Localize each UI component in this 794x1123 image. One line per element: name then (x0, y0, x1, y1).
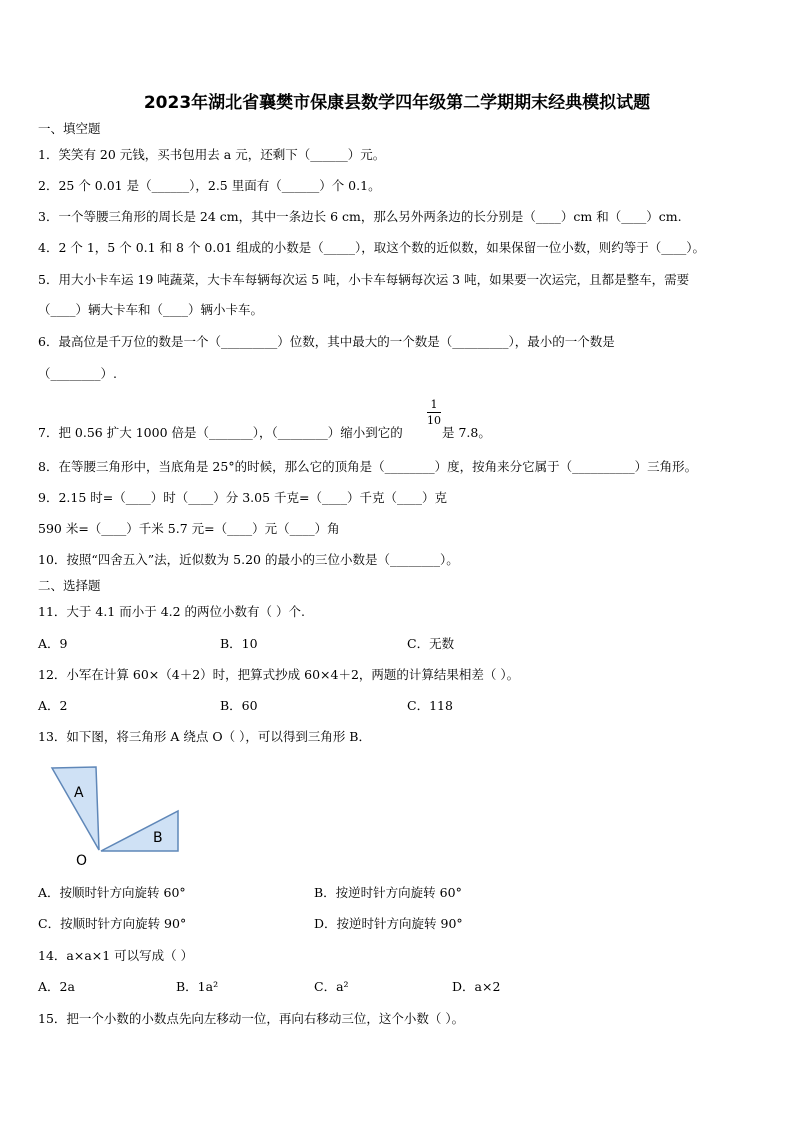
question-10: 10．按照“四舍五入”法，近似数为 5.20 的最小的三位小数是（________）。 (38, 552, 459, 567)
question-9-line-1: 9．2.15 时=（____）时（____）分 3.05 千克=（____）千克（____）克 (38, 490, 447, 505)
section-heading-choice: 二、选择题 (38, 578, 101, 593)
triangle-a (52, 767, 99, 850)
q13-option-c: C．按顺时针方向旋转 90° (38, 916, 187, 931)
page-title: 2023年湖北省襄樊市保康县数学四年级第二学期期末经典模拟试题 (143, 93, 651, 113)
q12-option-b: B．60 (220, 698, 258, 713)
section-heading-fill-blank: 一、填空题 (38, 121, 101, 136)
rotation-figure (40, 760, 190, 872)
fraction-numerator: 1 (430, 398, 438, 411)
question-7-right: 是 7.8。 (442, 425, 491, 440)
q11-option-c: C．无数 (407, 636, 455, 651)
q14-option-d: D．a×2 (452, 979, 501, 994)
question-2: 2．25 个 0.01 是（______），2.5 里面有（______）个 0.1。 (38, 178, 381, 193)
fraction-denominator: 10 (427, 414, 441, 427)
question-6-line-2: （________）. (38, 366, 117, 381)
question-4: 4．2 个 1，5 个 0.1 和 8 个 0.01 组成的小数是（_____），取这个数的近似数，如果保留一位小数，则约等于（____）。 (38, 240, 705, 255)
question-9-line-2: 590 米=（____）千米 5.7 元=（____）元（____）角 (38, 521, 340, 536)
q13-option-d: D．按逆时针方向旋转 90° (314, 916, 463, 931)
question-12: 12．小军在计算 60×（4＋2）时，把算式抄成 60×4＋2，两题的计算结果相差（ ）。 (38, 667, 520, 682)
label-o: O (76, 853, 88, 869)
question-1: 1．笑笑有 20 元钱，买书包用去 a 元，还剩下（______）元。 (38, 147, 386, 162)
q14-option-a: A．2a (38, 979, 75, 994)
question-15: 15．把一个小数的小数点先向左移动一位，再向右移动三位，这个小数（ ）。 (38, 1011, 465, 1026)
question-5-line-2: （____）辆大卡车和（____）辆小卡车。 (38, 302, 264, 317)
q14-option-b: B．1a² (176, 979, 219, 994)
q12-option-a: A．2 (38, 698, 68, 713)
q11-option-a: A．9 (38, 636, 68, 651)
q14-option-c: C．a² (314, 979, 349, 994)
q11-option-b: B．10 (220, 636, 258, 651)
question-6-line-1: 6．最高位是千万位的数是一个（_________）位数，其中最大的一个数是（_________），最小的一个数是 (38, 334, 615, 349)
q13-option-a: A．按顺时针方向旋转 60° (38, 885, 186, 900)
q12-option-c: C．118 (407, 698, 453, 713)
label-b: B (153, 830, 163, 846)
fraction-one-tenth (427, 398, 441, 427)
triangle-b (101, 811, 178, 851)
question-14: 14．a×a×1 可以写成（ ） (38, 948, 194, 963)
question-5-line-1: 5．用大小卡车运 19 吨蔬菜，大卡车每辆每次运 5 吨，小卡车每辆每次运 3 吨，如果要一次运完，且都是整车，需要 (38, 272, 690, 287)
question-13: 13．如下图，将三角形 A 绕点 O（ ），可以得到三角形 B． (38, 729, 371, 744)
question-7-left: 7．把 0.56 扩大 1000 倍是（_______），（________）缩小到它的 (38, 425, 403, 440)
label-a: A (74, 785, 84, 801)
question-11: 11．大于 4.1 而小于 4.2 的两位小数有（ ）个. (38, 604, 306, 619)
q13-option-b: B．按逆时针方向旋转 60° (314, 885, 462, 900)
question-3: 3．一个等腰三角形的周长是 24 cm，其中一条边长 6 cm，那么另外两条边的长分别是（____）cm 和（____）cm. (38, 209, 682, 224)
question-8: 8．在等腰三角形中，当底角是 25°的时候，那么它的顶角是（________）度，按角来分它属于（__________）三角形。 (38, 459, 698, 474)
